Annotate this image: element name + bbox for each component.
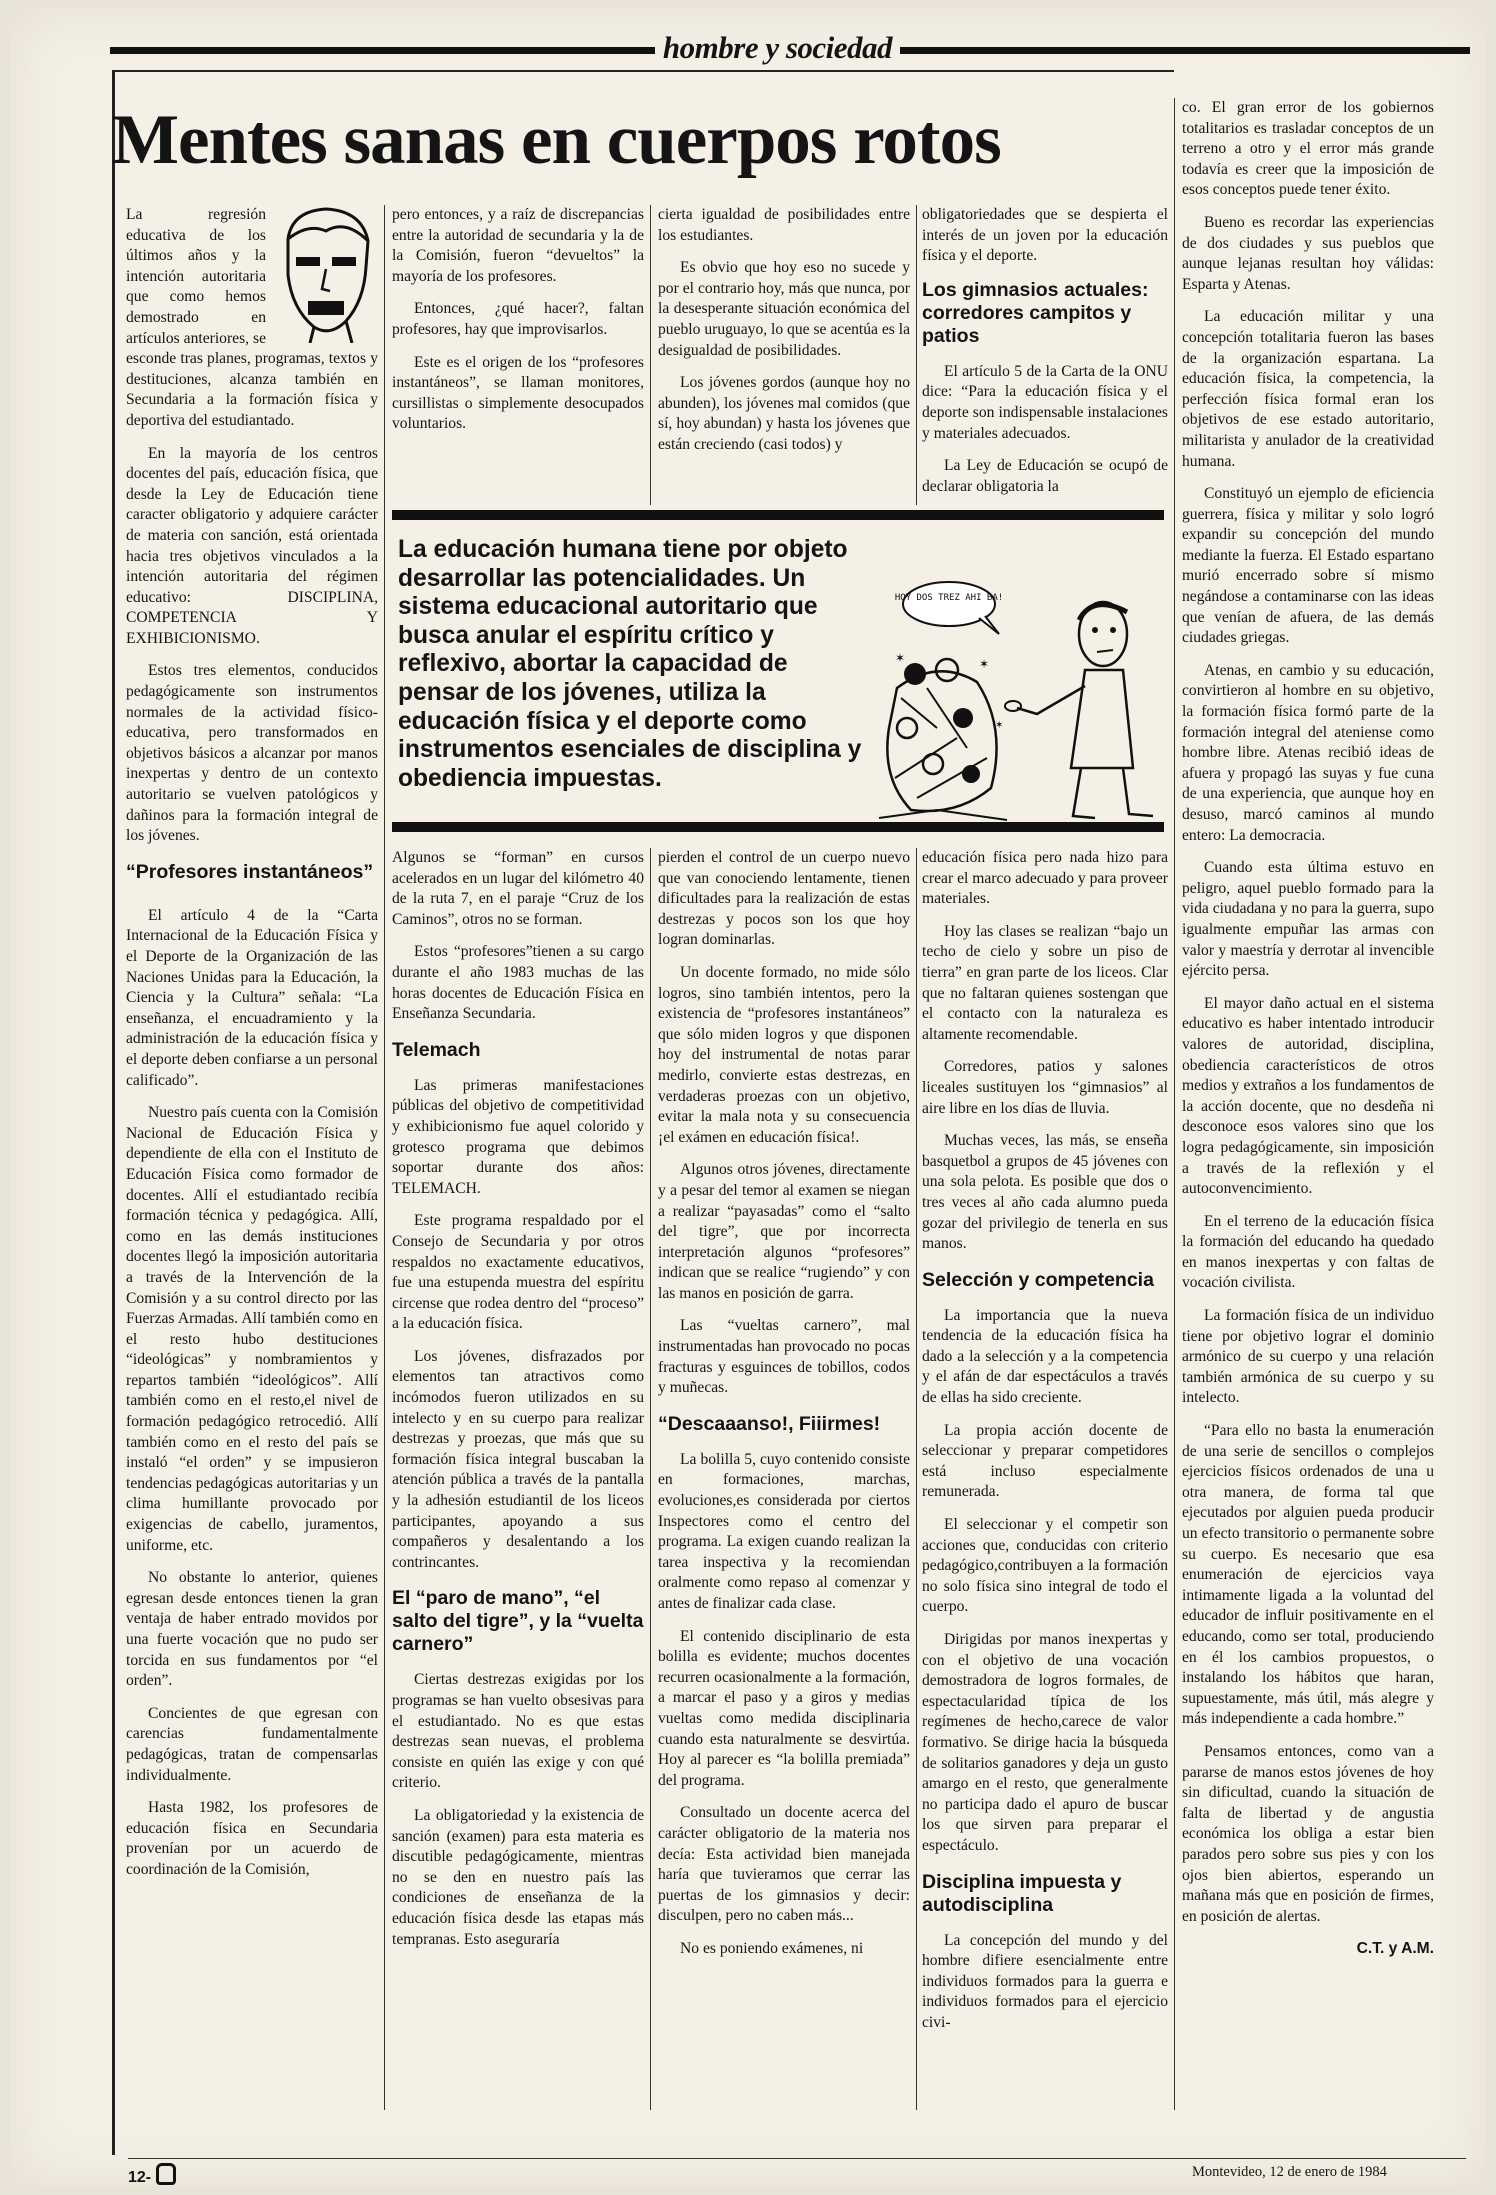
paragraph: Las primeras manifestaciones públicas del objetivo de competitividad y exhibicionismo fue aquel colorido y grotesco programa que debimos soportar durante dos años: TELEMACH. [392, 1076, 644, 1197]
paragraph: No es poniendo exámenes, ni [680, 1939, 864, 1957]
pull-quote-top-band [392, 510, 1164, 520]
paragraph: Constituyó un ejemplo de eficiencia guerrera, física y militar y solo logró expandir su concepción del mundo mediante la fuerza. El Estado espartano murió encerrado sobre sí mismo negándose a contaminarse con las ideas que venían de afuera, de las demás ciudades griegas. [1182, 485, 1434, 647]
column-3-top [658, 205, 910, 505]
pull-quote: La educación humana tiene por objeto desarrollar las potencialidades. Un sistema educacional autoritario que busca anular el espíritu crítico y reflexivo, abortar la capacidad de pensar de los jóvenes, utiliza la educación física y el deporte como instrumentos esenciales de disciplina y obediencia impuestas. [398, 536, 862, 792]
paragraph: La educación militar y una concepción totalitaria fueron las bases de la organización espartana. La educación física, la competencia, la perfección física formal eran los objetivos de ese estado autoritario, militarista y anulador de la creatividad humana. [1182, 308, 1434, 470]
column-divider [384, 205, 385, 2110]
paragraph: El contenido disciplinario de esta bolilla es evidente; muchos docentes recurren ocasionalmente a la formación, a marcar el paso y a giros y medias vueltas como medida disciplinaria cuando esta naturalmente se desvirtúa. Hoy al parecer es “la bolilla premiada” del programa. [658, 1627, 910, 1789]
column-3-bottom [658, 848, 910, 2110]
column-2-bottom [392, 848, 644, 2110]
paragraph: co. El gran error de los gobiernos totalitarios es trasladar conceptos de un terreno a otro y el error más grande todavía es creer que la imposición de esos conceptos puede tener éxito. [1182, 99, 1434, 199]
svg-text:✶: ✶ [895, 651, 906, 665]
paragraph: El mayor daño actual en el sistema educativo es haber intentado introducir valores de autoridad, disciplina, obediencia característicos de otros medios y extraños a los fundamentos de la acción docente, que no desdeña ni desconoce esos valores sino que los logra pedagógicamente, sin imposición a través de la reflexión y el autoconvencimiento. [1182, 994, 1434, 1198]
paragraph: pierden el control de un cuerpo nuevo que van conociendo lentamente, tienen dificultades para la realización de estas destrezas y pocos son los que hoy logran dominarlas. [658, 849, 910, 949]
paragraph: Es obvio que hoy eso no sucede y por el contrario hoy, más que nunca, por la desesperante situación económica del pueblo uruguayo, lo que se acentúa es la desigualdad de posibilidades. [658, 259, 910, 359]
paragraph: Pensamos entonces, como van a pararse de manos estos jóvenes de hoy sin dificultad, cuando la situación de falta de libertad y de angustia económica los obliga a estar bien parados pero sobre sus pies y con los ojos bien abiertos, esperando un mañana más que en posición de firmes, en posición de alertas. [1182, 1742, 1434, 1925]
paragraph: “Para ello no basta la enumeración de una serie de sencillos o complejos ejercicios físicos ordenados de una u otra manera, de forma tal que ejecutados por alguien pueda producir un efecto transitorio o permanente sobre su cuerpo. Es necesario que esa enumeración de ejercicios vaya intimamente ligada a la voluntad del educador de influir positivamente en el educando, como ser total, produciendo en él los cambios propuestos, o instalando los hábitos que haran, supuestamente, más útil, más alegre y más independiente a cada hombre.” [1182, 1422, 1434, 1728]
paragraph: Los jóvenes gordos (aunque hoy no abunden), los jóvenes mal comidos (que sí, hoy abundan) y hasta los jóvenes que están creciendo (casi todos) y [658, 374, 910, 453]
paragraph: Las “vueltas carnero”, mal instrumentadas han provocado no pocas fracturas y esguinces de tobillos, codos y muñecas. [658, 1317, 910, 1397]
footer-rule [128, 2158, 1466, 2159]
paragraph: Dirigidas por manos inexpertas y con el objetivo de una vocación demostradora de logros formales, de espectacularidad típica de los regímenes de hecho,carece de valor formativo. Se dirige hacia la búsqueda de solitarios ganadores y deja un gusto amargo en el resto, que generalmente no participa dado el apuro de buscar los que sirven para preparar el espectáculo. [922, 1631, 1168, 1854]
paragraph: El artículo 5 de la Carta de la ONU dice: “Para la educación física y el deporte son indispensable instalaciones y materiales adecuados. [922, 362, 1168, 442]
paragraph: La propia acción docente de seleccionar y preparar competidores está incluso especialmente remunerada. [922, 1421, 1168, 1501]
paragraph: Bueno es recordar las experiencias de dos ciudades y sus pueblos que aunque lejanas resultan hoy válidas: Esparta y Atenas. [1182, 213, 1434, 293]
column-divider [1174, 98, 1175, 2110]
intro-paragraph: La regresión educativa de los últimos años y la intención autoritaria que como hemos demostrado en artículos anteriores, se esconde tras planes, programas, textos y destituciones, alcanza también en Secundaria a la formación física y deportiva del estudiantado. [126, 206, 378, 429]
page-number-text: 12- [128, 2169, 152, 2186]
paragraph: Este programa respaldado por el Consejo de Secundaria y por otros respaldos no exactamente educativos, fue una estupenda muestra del espíritu circense que rodea dentro del “proceso” a la educación física. [392, 1212, 644, 1333]
paragraph: El artículo 4 de la “Carta Internacional de la Educación Física y el Deporte de la Organización de las Naciones Unidas para la Educación, la Ciencia y la Cultura” señala: “La enseñanza, el encuadramiento y la administración de la educación física y el deporte deben confiarse a un personal calificado”. [126, 906, 378, 1089]
paragraph: Ciertas destrezas exigidas por los programas se han vuelto obsesivas para el estudiantado. No es que estas destrezas sean nuevas, el problema consiste en quién las exige y con qué criterio. [392, 1671, 644, 1792]
paragraph: La concepción del mundo y del hombre difiere esencialmente entre individuos formados para la guerra e individuos formados para el ejercicio civi- [922, 1931, 1168, 2031]
paragraph: Atenas, en cambio y su educación, convirtieron al hombre en su objetivo, la formación física formó parte de la formación integral del ateniense como hombre libre. Atenas recibió ideas de afuera y propagó las suyas y fue cuna de una experiencia, que aunque hoy en desuso, marcó caminos al mundo entero: La democracia. [1182, 661, 1434, 844]
paragraph: Estos “profesores”tienen a su cargo durante el año 1983 muchas de las horas docentes de Educación Física en Enseñanza Secundaria. [392, 943, 644, 1023]
paragraph: En la mayoría de los centros docentes del país, educación física, que desde la Ley de Educación tiene caracter obligatorio y adquiere carácter de materia con sanción, está orientada hacia tres objetivos vinculados a la intención autoritaria del régimen educativo: DISCIPLINA, COMPETENCIA Y EXHIBICIONISMO. [126, 444, 378, 647]
subhead-gimnasios: Los gimnasios actuales: corredores campitos y patios [922, 278, 1149, 347]
paragraph: Hasta 1982, los profesores de educación física en Secundaria provenían por un acuerdo de coordinación de la Comisión, [126, 1799, 378, 1878]
subhead-telemach: Telemach [392, 1038, 481, 1061]
paragraph: La formación física de un individuo tiene por objetivo lograr el dominio armónico de su cuerpo y una relación también armónica de su cuerpo y su intelecto. [1182, 1307, 1434, 1407]
frame-left [112, 70, 115, 2155]
cartoon-illustration [867, 578, 1167, 826]
paragraph: El seleccionar y el competir son acciones que, conducidas con criterio pedagógico,contribuyen a la formación no solo física sino integral de todo el cuerpo. [922, 1516, 1168, 1616]
pull-quote-box [392, 510, 1164, 832]
paragraph: En el terreno de la educación física la formación del educando ha quedado en manos inexpertas y con faltas de vocación civilista. [1182, 1212, 1434, 1292]
paragraph: Corredores, patios y salones liceales sustituyen los “gimnasios” al aire libre en los días de lluvia. [922, 1058, 1168, 1117]
paragraph: Este es el origen de los “profesores instantáneos”, se llaman monitores, cursillistas o simplemente desocupados voluntarios. [392, 353, 644, 433]
column-2-top [392, 205, 644, 505]
paragraph: Consultado un docente acerca del carácter obligatorio de la materia nos decía: Esta actividad bien manejada haría que tuvieramos que cerrar las puertas de los gimnasios y decir: disculpen, pero no caben más... [658, 1804, 910, 1925]
paragraph: Un docente formado, no mide sólo logros, sino también intentos, pero la existencia de “profesores instantáneos” que sólo miden logros y que disponen hoy del instrumental de notas parar medirlo, convierte estas destrezas, en verdaderas proezas con un objetivo, evitar la mala nota y su consecuencia ¡el exámen en educación física!. [658, 963, 910, 1146]
column-divider [650, 205, 651, 505]
column-4-top [922, 205, 1168, 505]
paragraph: Concientes de que egresan con carencias fundamentalmente pedagógicas, tratan de compensarlas individualmente. [126, 1704, 378, 1784]
subhead-descanso-firmes: “Descaaanso!, Fiiirmes! [658, 1412, 881, 1435]
author-signature: C.T. y A.M. [1356, 1940, 1434, 1958]
speech-bubble-text: HOY DOS TREZ AHI BA! [894, 593, 1004, 603]
column-divider [650, 848, 651, 2110]
section-label: hombre y sociedad [662, 30, 893, 65]
publication-logo-icon [156, 2163, 176, 2185]
column-4-bottom [922, 848, 1168, 2110]
column-5 [1182, 98, 1434, 2110]
paragraph: Estos tres elementos, conducidos pedagógicamente son instrumentos normales de la actividad físico-educativa, pero transformados en objetivos básicos a alcanzar por manos inexpertas y dentro de un contexto autoritario se vuelven patológicos y dañinos para la formación integral de los jóvenes. [126, 662, 378, 845]
dateline: Montevideo, 12 de enero de 1984 [1192, 2164, 1387, 2180]
paragraph: obligatoriedades que se despierta el interés de un joven por la educación física y el deporte. [922, 206, 1168, 265]
subhead-paro-de-mano: El “paro de mano”, “el salto del tigre”, y la “vuelta carnero” [392, 1587, 644, 1656]
author-portrait-drawing [274, 205, 378, 343]
column-divider [916, 848, 917, 2110]
paragraph: Nuestro país cuenta con la Comisión Nacional de Educación Física y dependiente de ella con el Instituto de Educación Física como formador de docentes. Allí el estudiantado recibía formación técnica y pedagógica. Allí, como en las demás instituciones docentes llegó la imposición autoritaria a través de la Intervención de la Comisión y a su control directo por las Fuerzas Armadas. Allí también como en el resto hubo destituciones “ideológicas” y nombramientos y repartos también “ideológicos”. Allí también como en el resto,el nivel de formación pedagógico retrocedió. Allí también como en el resto del país se instaló “el orden” y se impusieron tendencias pedagógicas autoritarias y un clima humillante provocado por exigencias de cabello, juramentos, uniforme, etc. [126, 1104, 378, 1554]
section-rule-right [900, 47, 1470, 54]
pull-quote-bottom-band [392, 822, 1164, 832]
paragraph: cierta igualdad de posibilidades entre los estudiantes. [658, 206, 910, 244]
paragraph: educación física pero nada hizo para crear el marco adecuado y para proveer materiales. [922, 849, 1168, 908]
frame-top [112, 70, 1174, 72]
subhead-profesores-instantaneos: “Profesores instantáneos” [126, 860, 374, 883]
paragraph: Cuando esta última estuvo en peligro, aquel pueblo formado para la vida ciudadana y no para la guerra, supo igualmente empuñar las armas con valor y maestría y derrotar al invencible ejército persa. [1182, 859, 1434, 980]
headline: Mentes sanas en cuerpos rotos [112, 101, 1001, 179]
paragraph: La importancia que la nueva tendencia de la educación física ha dado a la selección y a la competencia y el afán de dar espectáculos a través de ellas ha sido creciente. [922, 1306, 1168, 1407]
paragraph: Algunos se “forman” en cursos acelerados en un lugar del kilómetro 40 de la ruta 7, en el paraje “Cruz de los Caminos”, otros no se forman. [392, 849, 644, 928]
svg-text:✶: ✶ [979, 657, 990, 671]
subhead-disciplina-impuesta: Disciplina impuesta y autodisciplina [922, 1870, 1122, 1916]
paragraph: Los jóvenes, disfrazados por elementos tan atractivos como incómodos fueron utilizados en su intelecto y en su cuerpo para realizar destrezas y proezas, que más que su formación física integral buscaban la atención pública a través de la pantalla y la adhesión estudiantil de los liceos participantes, apoyando a sus compañeros y desalentando a los contrincantes. [392, 1347, 644, 1571]
column-divider [916, 205, 917, 505]
section-header [110, 30, 1470, 65]
page-number [128, 2163, 176, 2187]
paragraph: Entonces, ¿qué hacer?, faltan profesores, hay que improvisarlos. [392, 300, 644, 338]
paragraph: La bolilla 5, cuyo contenido consiste en formaciones, marchas, evoluciones,es considerada por ciertos Inspectores como el centro del programa. La exigen cuando realizan la tarea inspectiva y la recomiendan oralmente como repaso al comenzar y antes de finalizar cada clase. [658, 1450, 910, 1612]
section-rule-left [110, 47, 655, 54]
subhead-seleccion-competencia: Selección y competencia [922, 1268, 1154, 1291]
paragraph: Muchas veces, las más, se enseña basquetbol a grupos de 45 jóvenes con una sola pelota. Es posible que dos o tres veces al año cada alumno pueda gozar del privilegio de tenerla en sus manos. [922, 1132, 1168, 1253]
column-1 [126, 205, 378, 2110]
paragraph: La Ley de Educación se ocupó de declarar obligatoria la [922, 457, 1168, 495]
paragraph: No obstante lo anterior, quienes egresan desde entonces tienen la gran ventaja de haber entrado movidos por una fuerte vocación que no pudo ser torcida en sus fundamentos por “el orden”. [126, 1569, 378, 1690]
paragraph: Algunos otros jóvenes, directamente y a pesar del temor al examen se niegan a realizar “payasadas” como el “salto del tigre”, que por incorrecta interpretación algunos “profesores” indican que se realice “rugiendo” y con las manos en posición de garra. [658, 1161, 910, 1302]
paragraph: pero entonces, y a raíz de discrepancias entre la autoridad de secundaria y la de la Comisión, fueron “devueltos” la mayoría de los profesores. [392, 206, 644, 285]
paragraph: Hoy las clases se realizan “bajo un techo de cielo y sobre un piso de tierra” en gran parte de los liceos. Clar que no faltaran quienes sostengan que el contacto con la naturaleza es altamente recomendable. [922, 922, 1168, 1043]
paragraph: La obligatoriedad y la existencia de sanción (examen) para esta materia es discutible pedagógicamente, mientras no se den en nuestro país las condiciones de enseñanza de la educación física desde las etapas más tempranas. Esto aseguraría [392, 1806, 644, 1948]
svg-text:✶: ✶ [995, 720, 1004, 731]
